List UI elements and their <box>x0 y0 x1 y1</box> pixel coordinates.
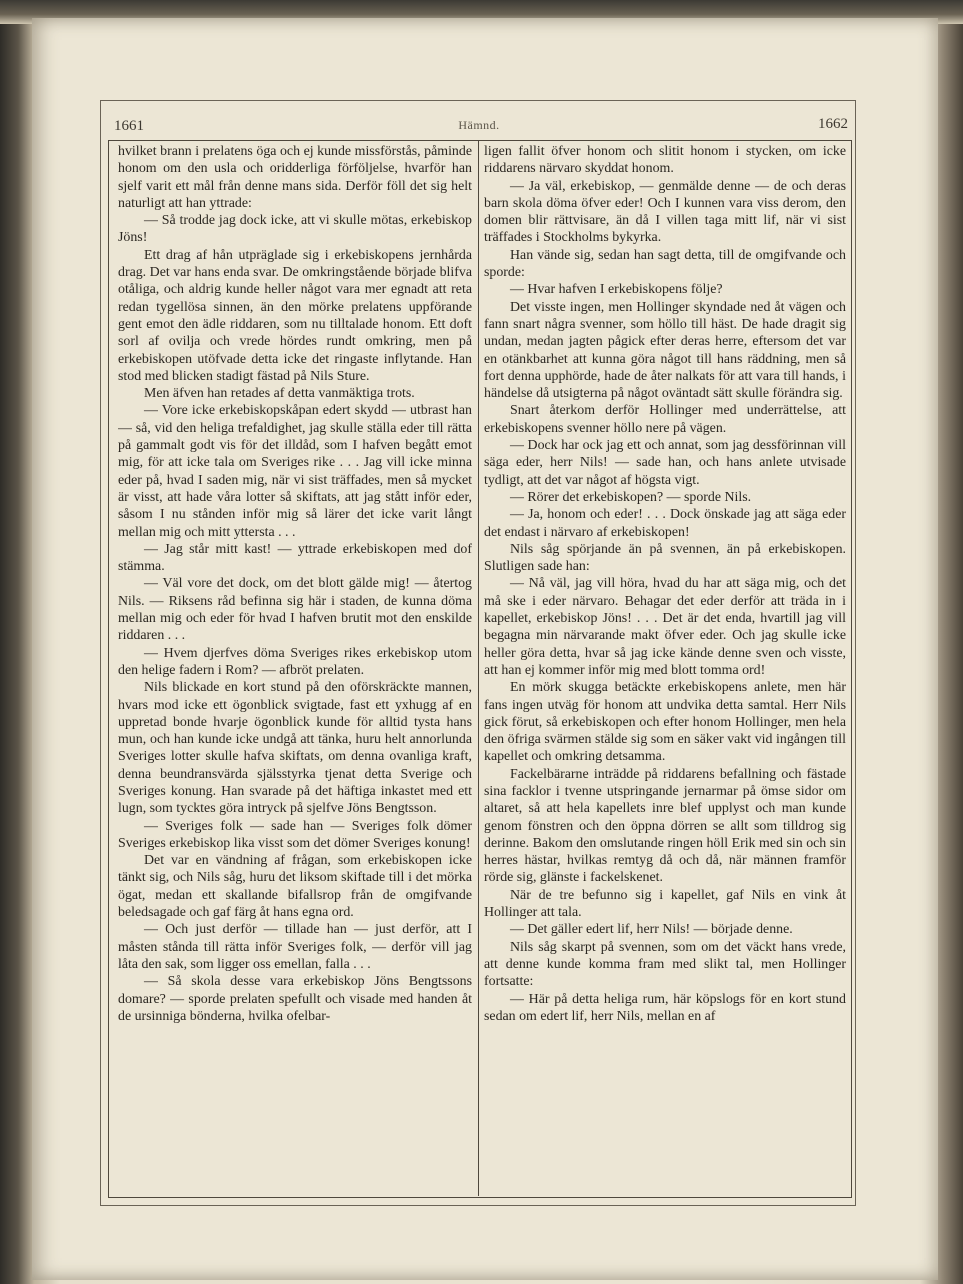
paragraph: Det var en vändning af frågan, som erkebiskopen icke tänkt sig, och Nils såg, huru det liksom skiftade till i det mörka ögat, medan ett skallande bifallsrop från de omgifvande beledsagade och gaf färg åt hans egna ord. <box>118 853 472 921</box>
page-number-right: 1662 <box>818 116 848 132</box>
paragraph: Snart återkom derför Hollinger med underrättelse, att erkebiskopens svenner höllo nere på vägen. <box>484 403 846 436</box>
text-column-left <box>118 143 472 1191</box>
paragraph: Nils blickade en kort stund på den oförskräckte mannen, hvars mod icke ett ögonblick svigtade, fast ett yxhugg af en uppretad bonde hvarje ögonblick kunde för alltid tysta hans mun, och han kunde icke undgå att tänka, huru helt annorlunda Sveriges lotter skulle hafva skiftats, om denna ovanliga kraft, denna beundransvärda själsstyrka tjenat detta Sverige och Sveriges konung. Han svarade på det häftiga inkastet med ett lugn, som tycktes göra intryck på sjelfve Jöns Bengtsson. <box>118 680 472 817</box>
paragraph: — Så skola desse vara erkebiskop Jöns Bengtssons domare? — sporde prelaten spefullt och visade med handen åt de ursinniga bönderna, hvilka ofelbar- <box>118 974 472 1024</box>
paragraph: — Väl vore det dock, om det blott gälde mig! — återtog Nils. — Riksens råd befinna sig här i staden, de kunna döma mellan mig och eder för hvad I hafven brutit mot den enskilde riddaren . . . <box>118 576 472 644</box>
column-divider <box>478 140 479 1196</box>
paragraph: — Nå väl, jag vill höra, hvad du har att säga mig, och det må ske i eder närvaro. Behagar det eder derför att träda in i kapellet, erkebiskop Jöns! . . . Det är det enda, hvartill jag vill begagna min närvarande makt öfver eder. Och jag skulle icke heller göra detta, hvar så jag icke kände denne sven och visste, att han ej kommer inför mig med blott tomma ord! <box>484 576 846 678</box>
paragraph: Nils såg spörjande än på svennen, än på erkebiskopen. Slutligen sade han: <box>484 541 846 575</box>
paragraph: — Så trodde jag dock icke, att vi skulle mötas, erkebiskop Jöns! <box>118 213 472 246</box>
paragraph: Men äfven han retades af detta vanmäktiga trots. <box>144 386 415 402</box>
paragraph: — Rörer det erkebiskopen? — sporde Nils. <box>510 489 752 505</box>
paragraph: — Hvar hafven I erkebiskopens följe? <box>510 282 723 298</box>
page-number-left: 1661 <box>114 118 144 134</box>
running-title: Hämnd. <box>458 118 500 132</box>
paragraph: Ett drag af hån utpräglade sig i erkebiskopens jernhårda drag. Det var hans enda svar. De omkringstående började blifva otåliga, och aldrig kunde heller något vara mer egnadt att reta redan tygellösa sinnen, än den mörke prelatens uppförande gent emot den ädle riddaren, som nu tilltalade honom. Ett doft sorl af ovilja och vrede hördes rundt omkring, men på erkebiskopen utöfvade detta icke det ringaste inflytande. Han stod med blicken stadigt fästad på Nils Sture. <box>118 247 472 384</box>
paragraph: Nils såg skarpt på svennen, som om det väckt hans vrede, att denne kunde komma fram med slikt tal, men Hollinger fortsatte: <box>484 939 846 990</box>
paragraph: Det visste ingen, men Hollinger skyndade ned åt vägen och fann snart några svenner, som höllo till häst. De hade dragit sig undan, medan jagten pågick efter deras herre, eftersom det var en otänkbarhet att kunna göra något till hans räddning, men så fort denna upphörde, hade de åter nalkats för att vara till hands, i händelse då utsigterna på något oväntadt sätt skulle förändra sig. <box>484 299 846 402</box>
text-column-right <box>484 143 846 1191</box>
paragraph: — Jag står mitt kast! — yttrade erkebiskopen med dof stämma. <box>118 541 472 575</box>
paragraph: — Sveriges folk — sade han — Sveriges folk dömer Sveriges erkebiskop lika visst som det dömer Sveriges konung! <box>118 818 472 851</box>
paragraph: — Dock har ock jag ett och annat, som jag dessförinnan vill säga eder, herr Nils! — sade han, och hans anlete utvisade tydligt, att det var något af högsta vigt. <box>484 438 846 488</box>
paragraph: — Ja väl, erkebiskop, — genmälde denne — de och deras barn skola döma öfver eder! Och I kunnen vara viss derom, den domen blir rättvisare, än då I villen taga mitt lif, när vi sist träffades i Stockholms bykyrka. <box>484 178 846 246</box>
paragraph: — Det gäller edert lif, herr Nils! — började denne. <box>510 922 793 938</box>
paragraph: Fackelbärarne inträdde på riddarens befallning och fästade sina facklor i tvenne utspringande jernarmar på ömse sidor om altaret, så att hela kapellets inre blef upplyst och man kunde genom fönstren och den öppna dörren se allt som tilldrog sig derinne. Bakom den omslutande ringen höll Erik med sin och sin herres hästar, hvilkas remtyg då och då, när männen framför rörde sig, glänste i fackelskenet. <box>484 766 846 886</box>
paragraph: En mörk skugga betäckte erkebiskopens anlete, men här fans ingen utväg för honom att undvika detta samtal. Herr Nils gick förut, så erkebiskopen och efter honom Hollinger, men hela den öfriga svärmen stälde sig som en säker vakt vid ingången till kapellet och omkring detsamma. <box>484 680 846 765</box>
paragraph: Han vände sig, sedan han sagt detta, till de omgifvande och sporde: <box>484 247 846 281</box>
paragraph: — Hvem djerfves döma Sveriges rikes erkebiskop utom den helige fadern i Rom? — afbröt prelaten. <box>118 645 472 678</box>
paragraph: hvilket brann i prelatens öga och ej kunde missförstås, påminde honom om den usla och oridderliga förföljelse, hvarför han sjelf varit ett mål från denne mans sida. Derför föll det sig helt naturligt att han yttrade: <box>118 144 472 211</box>
paragraph: — Ja, honom och eder! . . . Dock önskade jag att säga eder det endast i närvaro af erkebiskopen! <box>484 507 846 540</box>
paragraph: — Här på detta heliga rum, här köpslogs för en kort stund sedan om edert lif, herr Nils, mellan en af <box>484 991 846 1024</box>
paragraph: ligen fallit öfver honom och slitit honom i stycken, om icke riddarens närvaro skyddat honom. <box>484 144 846 177</box>
page-header <box>108 114 850 136</box>
paragraph: — Och just derför — tillade han — just derför, att I måsten stånda till rätta inför Sveriges folk, — derför vill jag låta den sak, som ligger oss emellan, falla . . . <box>118 922 472 972</box>
paragraph: — Vore icke erkebiskopskåpan edert skydd — utbrast han — så, vid den heliga trefaldighet, jag skulle ställa eder till rätta på gammalt godt vis för det illdåd, som I hafven begått emot mig, för att icke tala om Sveriges rike . . . Jag vill icke minna eder på, hvad I saden mig, när vi sist träffades, men så mycket är visst, att hade våra lotter så skiftats, att jag stått inför eder, såsom I nu stånden inför mig så lärer det icke varit långt mellan mig och mitt yttersta . . . <box>118 403 472 540</box>
paragraph: När de tre befunno sig i kapellet, gaf Nils en vink åt Hollinger att tala. <box>484 887 846 921</box>
